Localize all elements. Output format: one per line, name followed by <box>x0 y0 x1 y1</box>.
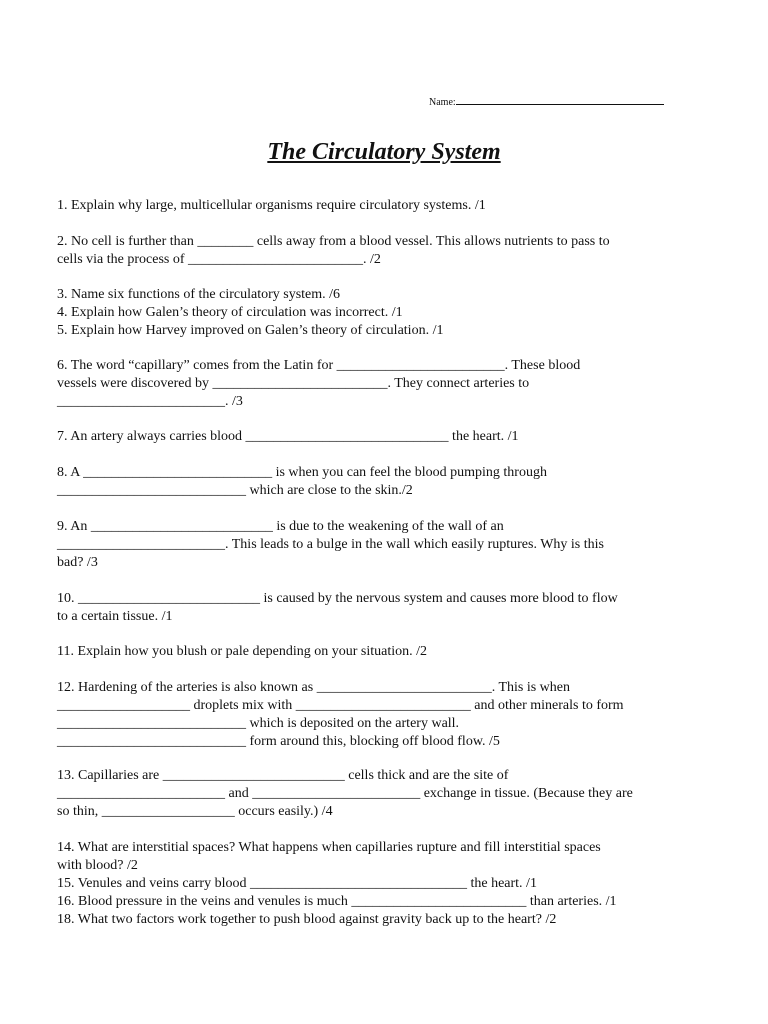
question-line: bad? /3 <box>57 555 98 570</box>
question-6 <box>57 357 657 411</box>
question-14 <box>57 839 657 875</box>
question-line: ___________________________ which is deposited on the artery wall. <box>57 716 460 731</box>
question-10 <box>57 590 657 626</box>
question-line: 14. What are interstitial spaces? What happens when capillaries rupture and fill interstitial spaces <box>57 840 601 855</box>
question-2 <box>57 233 657 269</box>
question-11 <box>57 643 657 661</box>
question-line: with blood? /2 <box>57 858 138 873</box>
question-5 <box>57 322 657 340</box>
question-line: 11. Explain how you blush or pale depending on your situation. /2 <box>57 644 428 659</box>
question-8 <box>57 464 657 500</box>
question-line: cells via the process of _________________________. /2 <box>57 252 381 267</box>
question-line: 9. An __________________________ is due to the weakening of the wall of an <box>57 519 504 534</box>
question-line: 8. A ___________________________ is when you can feel the blood pumping through <box>57 465 547 480</box>
page-title: The Circulatory System <box>267 139 501 165</box>
question-line: to a certain tissue. /1 <box>57 609 173 624</box>
question-3 <box>57 286 657 304</box>
question-line: 2. No cell is further than ________ cells away from a blood vessel. This allows nutrients to pass to <box>57 234 610 249</box>
question-line: ___________________ droplets mix with _________________________ and other minerals to form <box>57 698 624 713</box>
question-16 <box>57 893 657 911</box>
question-9 <box>57 518 657 572</box>
name-label: Name: <box>429 97 456 108</box>
question-line: ___________________________ form around this, blocking off blood flow. /5 <box>57 734 500 749</box>
question-line: 6. The word “capillary” comes from the Latin for ________________________. These blood <box>57 358 581 373</box>
question-4 <box>57 304 657 322</box>
question-line: 13. Capillaries are __________________________ cells thick and are the site of <box>57 768 509 783</box>
question-line: 1. Explain why large, multicellular organisms require circulatory systems. /1 <box>57 198 486 213</box>
question-12 <box>57 679 657 751</box>
question-line: ________________________. This leads to a bulge in the wall which easily ruptures. Why is this <box>57 537 604 552</box>
question-line: 4. Explain how Galen’s theory of circulation was incorrect. /1 <box>57 305 403 320</box>
question-line: 16. Blood pressure in the veins and venules is much _________________________ than arteries. /1 <box>57 894 617 909</box>
name-field <box>429 92 664 111</box>
question-line: 7. An artery always carries blood _____________________________ the heart. /1 <box>57 429 519 444</box>
question-line: so thin, ___________________ occurs easily.) /4 <box>57 804 333 819</box>
question-13 <box>57 767 657 821</box>
question-line: ___________________________ which are close to the skin./2 <box>57 483 413 498</box>
question-line: vessels were discovered by _________________________. They connect arteries to <box>57 376 530 391</box>
question-line: 12. Hardening of the arteries is also known as _________________________. This is when <box>57 680 571 695</box>
question-line: 10. __________________________ is caused by the nervous system and causes more blood to flow <box>57 591 618 606</box>
question-line: 5. Explain how Harvey improved on Galen’s theory of circulation. /1 <box>57 323 444 338</box>
question-line: 3. Name six functions of the circulatory system. /6 <box>57 287 341 302</box>
question-7 <box>57 428 657 446</box>
name-blank[interactable] <box>456 92 664 105</box>
question-line: 18. What two factors work together to push blood against gravity back up to the heart? /2 <box>57 912 557 927</box>
question-18 <box>57 911 657 929</box>
question-line: 15. Venules and veins carry blood _______________________________ the heart. /1 <box>57 876 537 891</box>
question-15 <box>57 875 657 893</box>
question-line: ________________________ and ________________________ exchange in tissue. (Because they are <box>57 786 633 801</box>
question-line: ________________________. /3 <box>57 394 243 409</box>
question-1 <box>57 197 657 215</box>
